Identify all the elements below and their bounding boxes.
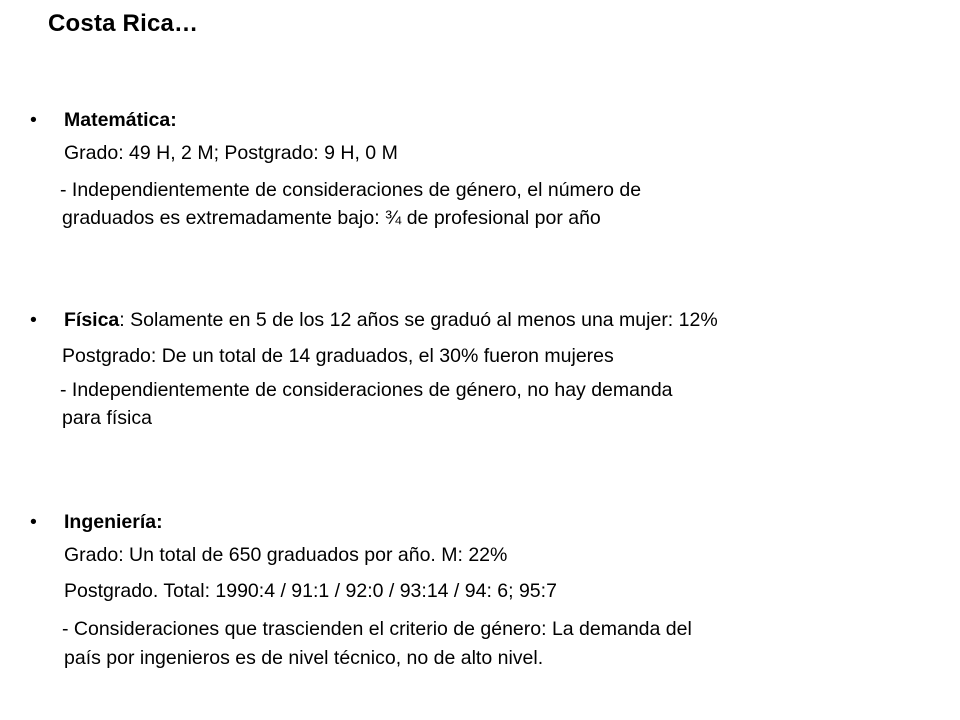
ingenieria-heading: Ingeniería:	[64, 511, 163, 533]
fisica-note-line2: para física	[62, 407, 152, 429]
fisica-note-line1: - Independientemente de consideraciones de género, no hay demanda	[60, 379, 673, 401]
bullet: •	[30, 511, 37, 533]
matematica-grado: Grado: 49 H, 2 M; Postgrado: 9 H, 0 M	[64, 142, 398, 164]
bullet: •	[30, 109, 37, 131]
matematica-note-line2: graduados es extremadamente bajo: ¾ de profesional por año	[62, 207, 601, 229]
ingenieria-note-line1: - Consideraciones que trascienden el criterio de género: La demanda del	[62, 618, 692, 640]
ingenieria-note-line2: país por ingenieros es de nivel técnico, no de alto nivel.	[64, 647, 544, 669]
slide-title: Costa Rica…	[48, 10, 199, 37]
bullet: •	[30, 309, 37, 331]
ingenieria-postgrado: Postgrado. Total: 1990:4 / 91:1 / 92:0 / 93:14 / 94: 6; 95:7	[64, 580, 557, 602]
fisica-heading: Física	[64, 309, 120, 331]
fisica-postgrado: Postgrado: De un total de 14 graduados, el 30% fueron mujeres	[62, 345, 614, 367]
fisica-heading-line	[64, 306, 718, 334]
fisica-summary: : Solamente en 5 de los 12 años se graduó al menos una mujer: 12%	[119, 309, 718, 331]
ingenieria-grado: Grado: Un total de 650 graduados por año. M: 22%	[64, 544, 508, 566]
matematica-heading: Matemática:	[64, 109, 177, 131]
matematica-note-line1: - Independientemente de consideraciones de género, el número de	[60, 179, 642, 201]
